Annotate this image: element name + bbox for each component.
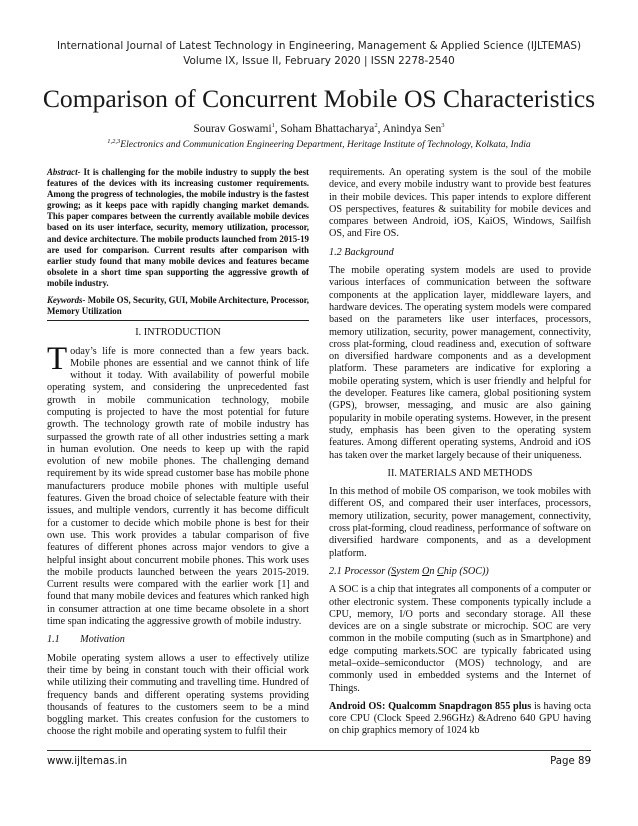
processor-heading-s: S	[391, 565, 397, 577]
author-3: , Anindya Sen	[377, 122, 442, 135]
drop-cap: T	[47, 340, 68, 377]
intro-body: oday’s life is more connected than a few years back. Mobile phones are essential and we cannot think of life without it today. With availability of powerful mobile operating system, and considering the unprecedented fast growth in mobile communication technology, mobile computing is projected to have the most potential for future growth. The technology growth rate of mobile industry has surpassed the growth rate of all other industries setting a mark in human evolution. One needs to keep up with the rapid evolution of new mobile phones. The challenging demand requirement by its wide spread customer base has mobile phone manufacturers produce mobile phones with multiple useful features. Given the broad choice of selectable feature with their issues, and multiple vendors, currently it has become difficult for a customer to decide which mobile phone is best for their own use. This work provides a tabular comparison of five features of different phones across major vendors to give a helpful insight about concurrent mobile phones. This work uses the mobile products launched between the years 2015-2019. Current results were compared with the earlier work [1] and found that many mobile devices and features which ranked high in consumer attraction at one time became obsolete in a short time span indicating the aggressive growth of mobile industry.	[47, 345, 309, 628]
intro-paragraph	[47, 340, 309, 629]
author-3-sup: 3	[441, 122, 445, 129]
journal-volume: Volume IX, Issue II, February 2020 | ISSN 2278-2540	[183, 55, 455, 67]
divider	[47, 320, 309, 321]
paper-title: Comparison of Concurrent Mobile OS Characteristics	[42, 84, 596, 113]
processor-heading	[329, 566, 591, 578]
journal-name: International Journal of Latest Technology in Engineering, Management & Applied Science (IJLTEMAS)	[56, 40, 582, 52]
footer-divider	[47, 750, 591, 751]
page-number: Page 89	[550, 756, 591, 767]
processor-heading-part: 2.1 Processor (	[329, 565, 392, 577]
android-lead: Android OS: Qualcomm Snapdragon 855 plus	[329, 700, 532, 712]
abstract-lead: Abstract-	[47, 167, 81, 177]
authors	[0, 122, 638, 135]
processor-body: A SOC is a chip that integrates all components of a computer or other electronic system. These components typically include a CPU, memory, I/O ports and secondary storage. All these devices are on a single substrate or microchip. SOC are very common in the mobile computing (such as in Smartphone) and edge computing markets.SOC are typically fabricated using metal–oxide–semiconductor (MOS) technology, and are commonly used in embedded systems and the Internet of Things.	[329, 584, 591, 694]
processor-heading-c: C	[437, 565, 444, 577]
motivation-heading: 1.1 Motivation	[47, 634, 125, 646]
affiliation-sup: 1,2,3	[107, 138, 121, 145]
android-body: is having octa core CPU (Clock Speed 2.96GHz) &Adreno 640 GPU having on chip graphics memory of 1024 kb	[329, 700, 591, 737]
keywords-lead: Keywords-	[47, 295, 86, 306]
abstract	[47, 167, 309, 289]
motivation-continued: requirements. An operating system is the soul of the mobile device, and every mobile industry want to provide best features in their mobile devices. This paper intends to explore different OS perspectives, features & suitability for mobile devices and compares between Android, iOS, KaiOS, Windows, Sailfish OS, and Fire OS.	[329, 167, 591, 240]
motivation-body: Mobile operating system allows a user to effectively utilize their time by being in constant touch with their official work while utilizing their commuting and travelling time. Hundred of frequency bands and different operating systems providing thousands of features to the customers seem to be a mind boggling market. This creates confusion for the customers to choose the right mobile and operating system to fulfil their	[47, 652, 309, 738]
left-column	[47, 167, 309, 745]
keywords-text: Mobile OS, Security, GUI, Mobile Architecture, Processor, Memory Utilization	[47, 295, 309, 317]
processor-heading-part: n	[429, 565, 437, 577]
keywords	[47, 295, 309, 317]
background-body: The mobile operating system models are used to provide various interfaces of communication between the software components at the application layer, middleware layers, and hardware devices. The operating system models were compared based on the parameters like user interfaces, processors, memory utilization, security, power management, connectivity, cross plat-forming, cloud readiness and, execution of software on diversified hardware components and as a development platform. These parameters are indicative for exploring a mobile operating system, which is user friendly and helpful for the developer. Features like camera, global positioning system (GPS), browser, messaging, and music are also gaining popularity in mobile operating systems. However, in the present study, emphasis has been given to the operating system features. Among different operating systems, Android and iOS has taken over the market largely because of their uniqueness.	[329, 265, 591, 461]
footer-url: www.ijltemas.in	[47, 756, 128, 767]
author-2: , Soham Bhattacharya	[274, 122, 375, 135]
methods-heading: II. MATERIALS AND METHODS	[387, 467, 533, 479]
right-column	[329, 167, 591, 744]
abstract-text: It is challenging for the mobile industry to supply the best features of the devices with its increasing customer requirements. Among the progress of technologies, the mobile industry is the fastest growing; as it keeps pace with rapidly changing market demands. This paper compares between the currently available mobile devices based on its user interface, security, memory utilization, processor, and device architecture. The mobile products launched from 2015-19 are used for comparison. Current results after comparison with earlier study found that many mobile devices and features became obsolete in a short time span supporting the aggressive growth of mobile industry.	[47, 167, 309, 288]
methods-body: In this method of mobile OS comparison, we took mobiles with different OS, and compared their user interfaces, processors, memory utilization, security, power management, connectivity, cross plat-forming, cloud readiness, performance of software on diversified hardware components, and as a development platform.	[329, 486, 591, 559]
author-1-sup: 1	[271, 122, 275, 129]
affiliation-text: Electronics and Communication Engineering Department, Heritage Institute of Technology, Kolkata, India	[120, 139, 531, 151]
affiliation	[0, 138, 638, 150]
background-heading: 1.2 Background	[329, 246, 394, 258]
processor-heading-o: O	[422, 565, 430, 577]
processor-heading-part: hip (SOC))	[443, 565, 489, 577]
intro-heading: I. INTRODUCTION	[135, 327, 221, 339]
android-paragraph	[329, 701, 591, 738]
author-1: Sourav Goswami	[193, 122, 272, 135]
processor-heading-part: ystem	[396, 565, 422, 577]
author-2-sup: 2	[374, 122, 378, 129]
